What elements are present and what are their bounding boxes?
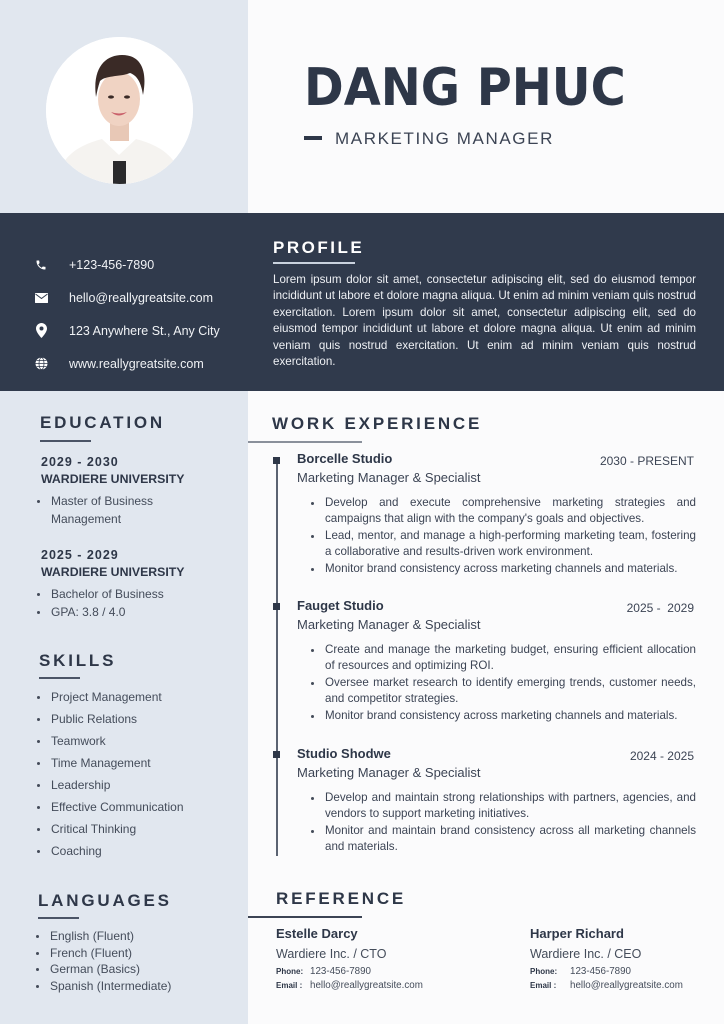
job-dates: 2024 - 2025 bbox=[629, 749, 694, 763]
education-detail: GPA: 3.8 / 4.0 bbox=[41, 603, 241, 621]
location-pin-icon bbox=[34, 324, 48, 338]
languages-heading: LANGUAGES bbox=[38, 891, 172, 910]
globe-icon bbox=[34, 357, 48, 371]
profile-text: Lorem ipsum dolor sit amet, consectetur adipiscing elit, sed do eiusmod tempor incididunt ut labore et dolore magna aliqua. Ut enim ad minim veniam quis nostrud exercitation. Lorem ipsum dolor sit amet, consectetur adipiscing elit, sed do eiusmod tempor incididunt ut labore et dolore magna aliqua. Ut enim ad minim veniam quis nostrud exercitation. Ut enim ad minim veniam quis nostrud exercitation. bbox=[273, 273, 696, 369]
person-name: DANG PHUC bbox=[304, 58, 626, 118]
contact-email bbox=[34, 281, 220, 314]
skill-item: Coaching bbox=[41, 840, 184, 862]
job-role: Marketing Manager & Specialist bbox=[297, 470, 481, 485]
education-years: 2029 - 2030 bbox=[41, 455, 119, 469]
job-entry bbox=[297, 451, 696, 577]
skills-list bbox=[41, 686, 184, 862]
contact-website bbox=[34, 347, 220, 380]
job-duty: Create and manage the marketing budget, ensuring efficient allocation of resources and optimizing ROI. bbox=[315, 642, 696, 675]
timeline-marker bbox=[273, 457, 280, 464]
contact-phone-text: +123-456-7890 bbox=[69, 257, 155, 272]
education-detail: Master of Business Management bbox=[41, 492, 161, 528]
job-entry bbox=[297, 746, 696, 856]
skill-item: Public Relations bbox=[41, 708, 184, 730]
job-title: MARKETING MANAGER bbox=[335, 129, 554, 148]
profile-underline bbox=[273, 262, 355, 264]
job-duties bbox=[315, 790, 696, 856]
contact-email-text: hello@reallygreatsite.com bbox=[69, 290, 214, 305]
job-duty: Lead, mentor, and manage a high-performing marketing team, fostering a collaborative and results-driven work environment. bbox=[315, 528, 696, 561]
reference-card bbox=[276, 926, 423, 991]
reference-email: hello@reallygreatsite.com bbox=[570, 980, 683, 991]
contact-list bbox=[34, 248, 220, 380]
job-entry bbox=[297, 598, 696, 724]
timeline-marker bbox=[273, 603, 280, 610]
job-dates: 2025 - 2029 bbox=[626, 601, 694, 615]
phone-icon bbox=[34, 258, 48, 272]
skill-item: Leadership bbox=[41, 774, 184, 796]
language-item: English (Fluent) bbox=[40, 928, 171, 945]
job-dates: 2030 - PRESENT bbox=[599, 454, 694, 468]
education-underline bbox=[40, 440, 91, 442]
education-entry bbox=[41, 548, 241, 621]
skills-underline bbox=[39, 677, 80, 679]
email-icon bbox=[34, 291, 48, 305]
language-item: German (Basics) bbox=[40, 961, 171, 978]
profile-photo bbox=[46, 37, 193, 184]
reference-phone-row bbox=[530, 966, 683, 977]
profile-heading: PROFILE bbox=[273, 238, 365, 257]
reference-name: Estelle Darcy bbox=[276, 926, 358, 941]
reference-phone: 123-456-7890 bbox=[570, 966, 632, 977]
reference-phone: 123-456-7890 bbox=[310, 966, 372, 977]
job-duties bbox=[315, 642, 696, 724]
job-duty: Monitor brand consistency across marketing channels and materials. bbox=[315, 708, 696, 724]
job-company: Borcelle Studio bbox=[297, 451, 393, 466]
job-company: Studio Shodwe bbox=[297, 746, 391, 761]
education-years: 2025 - 2029 bbox=[41, 548, 119, 562]
job-duty: Oversee market research to identify emerging trends, customer needs, and competitor strategies. bbox=[315, 675, 696, 708]
job-role: Marketing Manager & Specialist bbox=[297, 765, 481, 780]
job-role: Marketing Manager & Specialist bbox=[297, 617, 481, 632]
job-duty: Develop and maintain strong relationships with partners, agencies, and vendors to support marketing initiatives. bbox=[315, 790, 696, 823]
timeline-line bbox=[276, 460, 278, 856]
portrait-image bbox=[46, 37, 193, 184]
reference-org: Wardiere Inc. / CTO bbox=[276, 947, 387, 961]
language-item: Spanish (Intermediate) bbox=[40, 978, 171, 995]
skill-item: Effective Communication bbox=[41, 796, 184, 818]
contact-website-text: www.reallygreatsite.com bbox=[69, 356, 204, 371]
reference-name: Harper Richard bbox=[530, 926, 624, 941]
reference-card bbox=[530, 926, 683, 991]
phone-label: Phone: bbox=[276, 967, 304, 976]
skill-item: Time Management bbox=[41, 752, 184, 774]
reference-email-row bbox=[276, 980, 423, 991]
job-duty: Monitor and maintain brand consistency across all marketing channels and materials. bbox=[315, 823, 696, 856]
reference-email: hello@reallygreatsite.com bbox=[310, 980, 423, 991]
education-details bbox=[41, 585, 241, 621]
education-detail: Bachelor of Business bbox=[41, 585, 241, 603]
job-duty: Monitor brand consistency across marketing channels and materials. bbox=[315, 561, 696, 577]
skills-heading: SKILLS bbox=[39, 651, 117, 670]
contact-address-text: 123 Anywhere St., Any City bbox=[69, 323, 220, 338]
education-details bbox=[41, 492, 241, 528]
reference-heading: REFERENCE bbox=[276, 889, 407, 908]
work-experience-heading: WORK EXPERIENCE bbox=[272, 414, 483, 433]
languages-underline bbox=[38, 917, 79, 919]
work-experience-underline bbox=[248, 441, 362, 443]
education-school: WARDIERE UNIVERSITY bbox=[41, 565, 185, 579]
phone-label: Phone: bbox=[530, 967, 558, 976]
email-label: Email : bbox=[530, 981, 557, 990]
skill-item: Teamwork bbox=[41, 730, 184, 752]
email-label: Email : bbox=[276, 981, 303, 990]
education-school: WARDIERE UNIVERSITY bbox=[41, 472, 185, 486]
timeline-marker bbox=[273, 751, 280, 758]
contact-phone bbox=[34, 248, 220, 281]
skill-item: Project Management bbox=[41, 686, 184, 708]
reference-email-row bbox=[530, 980, 683, 991]
title-dash-decoration bbox=[304, 136, 322, 140]
language-item: French (Fluent) bbox=[40, 945, 171, 962]
contact-address bbox=[34, 314, 220, 347]
reference-underline bbox=[248, 916, 362, 918]
education-heading: EDUCATION bbox=[40, 413, 165, 432]
reference-org: Wardiere Inc. / CEO bbox=[530, 947, 642, 961]
job-duties bbox=[315, 495, 696, 577]
languages-list bbox=[40, 928, 171, 994]
skill-item: Critical Thinking bbox=[41, 818, 184, 840]
reference-phone-row bbox=[276, 966, 423, 977]
education-entry bbox=[41, 455, 241, 528]
job-duty: Develop and execute comprehensive marketing strategies and campaigns that align with the company's goals and objectives. bbox=[315, 495, 696, 528]
job-company: Fauget Studio bbox=[297, 598, 384, 613]
